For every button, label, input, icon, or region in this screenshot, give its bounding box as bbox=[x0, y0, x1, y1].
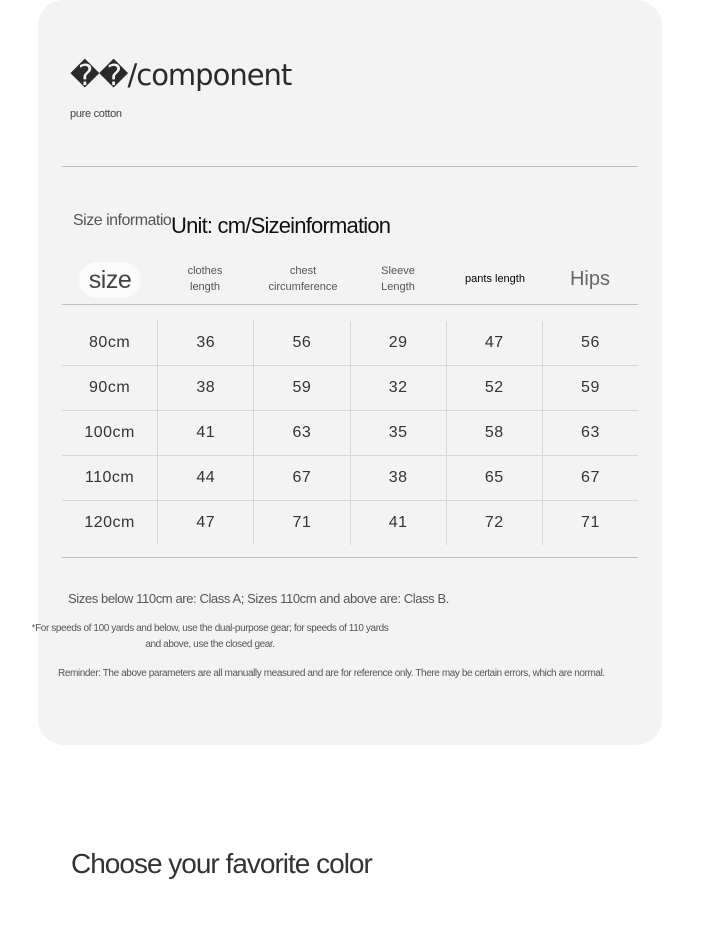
table-cell: 47 bbox=[157, 501, 253, 545]
table-cell: 38 bbox=[350, 456, 446, 500]
class-note: Sizes below 110cm are: Class A; Sizes 110cm and above are: Class B. bbox=[68, 591, 449, 606]
gear-note: *For speeds of 100 yards and below, use the dual-purpose gear; for speeds of 110 yards and above, use the closed gear. bbox=[31, 623, 389, 650]
table-cell: 71 bbox=[542, 501, 638, 545]
composition-title: ��/component bbox=[70, 58, 292, 92]
table-cell: 44 bbox=[157, 456, 253, 500]
table-cell: 80cm bbox=[89, 334, 131, 351]
table-cell: 72 bbox=[446, 501, 542, 545]
material-text: pure cotton bbox=[70, 108, 122, 120]
table-cell: 110cm bbox=[84, 469, 135, 486]
table-row bbox=[62, 456, 638, 501]
table-cell: 100cm bbox=[84, 424, 135, 441]
table-cell: 41 bbox=[350, 501, 446, 545]
table-cell: 59 bbox=[542, 366, 638, 410]
table-cell: 32 bbox=[350, 366, 446, 410]
header-chest-circumference: chest circumference bbox=[268, 265, 338, 293]
divider-header bbox=[62, 304, 638, 305]
table-row bbox=[62, 501, 638, 545]
table-cell: 71 bbox=[253, 501, 349, 545]
table-cell: 56 bbox=[253, 321, 349, 365]
table-cell: 90cm bbox=[89, 379, 131, 396]
table-cell: 36 bbox=[157, 321, 253, 365]
table-cell: 35 bbox=[350, 411, 446, 455]
table-cell: 63 bbox=[253, 411, 349, 455]
table-cell: 63 bbox=[542, 411, 638, 455]
table-cell: 56 bbox=[542, 321, 638, 365]
divider-bottom bbox=[62, 557, 638, 558]
header-sleeve-length: Sleeve Length bbox=[381, 265, 415, 293]
table-cell: 67 bbox=[542, 456, 638, 500]
table-cell: 38 bbox=[157, 366, 253, 410]
table-cell: 58 bbox=[446, 411, 542, 455]
header-hips: Hips bbox=[569, 267, 610, 290]
choose-color-title: Choose your favorite color bbox=[71, 848, 372, 879]
reminder-note: Reminder: The above parameters are all manually measured and are for reference only. There may be certain errors, which are normal. bbox=[58, 668, 605, 679]
table-cell: 120cm bbox=[84, 514, 135, 531]
table-row bbox=[62, 411, 638, 456]
table-cell: 41 bbox=[157, 411, 253, 455]
size-table bbox=[62, 321, 638, 545]
table-cell: 52 bbox=[446, 366, 542, 410]
table-cell: 67 bbox=[253, 456, 349, 500]
table-cell: 59 bbox=[253, 366, 349, 410]
table-cell: 29 bbox=[350, 321, 446, 365]
table-row bbox=[62, 366, 638, 411]
table-row bbox=[62, 321, 638, 366]
unit-label: Unit: cm/Sizeinformation bbox=[171, 213, 391, 238]
divider-top bbox=[62, 166, 638, 167]
size-information-label: Size informatio bbox=[73, 212, 172, 229]
table-cell: 65 bbox=[446, 456, 542, 500]
header-size: size bbox=[79, 262, 141, 298]
table-cell: 47 bbox=[446, 321, 542, 365]
header-pants-length: pants length bbox=[465, 273, 525, 285]
header-clothes-length: clothes length bbox=[187, 265, 223, 293]
